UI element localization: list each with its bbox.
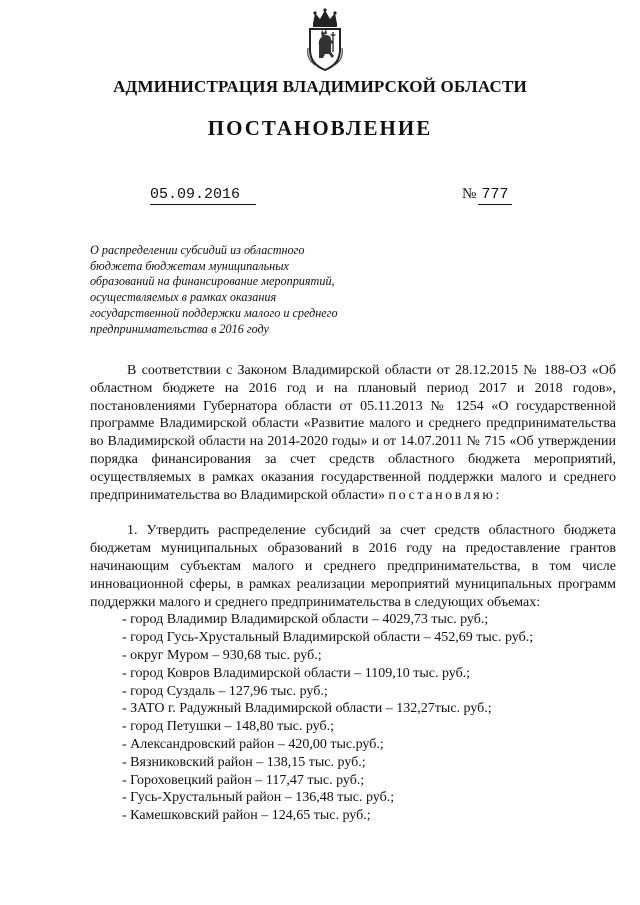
- list-item: - город Петушки – 148,80 тыс. руб.;: [122, 719, 334, 735]
- list-item: - Вязниковский район – 138,15 тыс. руб.;: [122, 754, 366, 770]
- subject-line: О распределении субсидий из областного: [90, 243, 305, 257]
- list-item: - город Ковров Владимирской области – 1109,10 тыс. руб.;: [122, 665, 471, 681]
- subsidy-allocation-list: [90, 611, 616, 825]
- organization-title: АДМИНИСТРАЦИЯ ВЛАДИМИРСКОЙ ОБЛАСТИ: [113, 77, 527, 96]
- coat-of-arms-icon: [303, 8, 347, 72]
- list-item: - город Владимир Владимирской области – 4029,73 тыс. руб.;: [122, 612, 489, 628]
- point-1-paragraph: 1. Утвердить распределение субсидий за счет средств областного бюджета бюджетам муниципальных образований в 2016 году на предоставление грантов начинающим субъектам малого и среднего предпринимательства, в том числе инновационной сферы, в рамках реализации мероприятий муниципальных программ поддержки малого и среднего предпринимательства в следующих объемах:: [90, 523, 616, 610]
- list-item: - Гороховецкий район – 117,47 тыс. руб.;: [122, 772, 365, 788]
- subject-line: бюджета бюджетам муниципальных: [90, 258, 289, 273]
- document-type-title: ПОСТАНОВЛЕНИЕ: [207, 116, 433, 140]
- preamble-text: В соответствии с Законом Владимирской области от 28.12.2015 № 188-ОЗ «Об областном бюджете на 2016 год и на плановый период 2017 и 2018 годов», постановлениями Губернатора области от 05.11.2013 № 1254 «О государственной программе Владимирской области «Развитие малого и среднего предпринимательства во Владимирской области на 2014-2020 годы» и от 14.07.2011 № 715 «Об утверждении порядка финансирования за счет средств областного бюджета мероприятий, осуществляемых в рамках оказания государственной поддержки малого и среднего предпринимательства во Владимирской области»: [90, 363, 616, 503]
- preamble-paragraph: [90, 362, 616, 504]
- subject-line: государственной поддержки малого и среднего: [90, 305, 338, 320]
- document-subject: [90, 243, 380, 337]
- document-body: [90, 362, 616, 825]
- document-number: 777: [478, 186, 512, 205]
- list-item: - Александровский район – 420,00 тыс.руб.;: [122, 736, 384, 752]
- list-item: - город Суздаль – 127,96 тыс. руб.;: [122, 683, 328, 699]
- list-item: - Камешковский район – 124,65 тыс. руб.;: [122, 808, 371, 824]
- subject-line: образований на финансирование мероприятий,: [90, 274, 335, 289]
- document-number-label: №: [462, 186, 477, 202]
- list-item: - город Гусь-Хрустальный Владимирской области – 452,69 тыс. руб.;: [122, 630, 534, 646]
- resolve-phrase: постановляю:: [388, 487, 502, 503]
- list-item: - ЗАТО г. Радужный Владимирской области – 132,27тыс. руб.;: [122, 701, 492, 717]
- document-date: 05.09.2016: [150, 186, 256, 205]
- list-item: - округ Муром – 930,68 тыс. руб.;: [122, 647, 322, 663]
- subject-line: осуществляемых в рамках оказания: [90, 290, 277, 305]
- list-item: - Гусь-Хрустальный район – 136,48 тыс. руб.;: [122, 790, 395, 806]
- subject-line: предпринимательства в 2016 году: [90, 321, 269, 336]
